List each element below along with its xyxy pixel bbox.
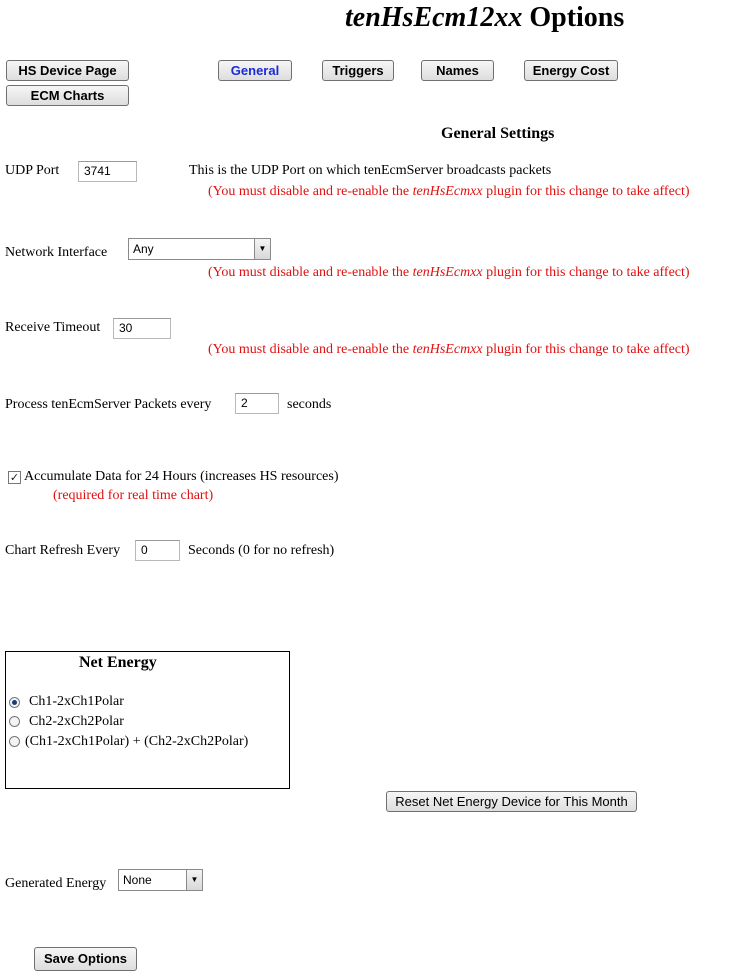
tab-general[interactable]: General [218, 60, 292, 81]
udp-port-label: UDP Port [5, 163, 60, 178]
title-suffix: Options [522, 2, 625, 33]
restart-note: (You must disable and re-enable the tenHsEcmxx plugin for this change to take affect) [208, 184, 690, 199]
net-energy-radio-1[interactable] [9, 697, 20, 708]
udp-port-input[interactable]: 3741 [78, 161, 137, 182]
title-plugin-name: tenHsEcm12xx [345, 2, 523, 33]
save-options-button[interactable]: Save Options [34, 947, 137, 971]
hs-device-page-button[interactable]: HS Device Page [6, 60, 129, 81]
receive-timeout-label: Receive Timeout [5, 320, 101, 335]
network-interface-label: Network Interface [5, 245, 108, 260]
net-energy-option-label: Ch1-2xCh1Polar [29, 694, 124, 709]
ecm-charts-button[interactable]: ECM Charts [6, 85, 129, 106]
process-interval-unit: seconds [287, 397, 332, 412]
process-interval-input[interactable]: 2 [235, 393, 279, 414]
generated-energy-label: Generated Energy [5, 876, 107, 891]
tab-names[interactable]: Names [421, 60, 494, 81]
receive-timeout-input[interactable]: 30 [113, 318, 171, 339]
chart-refresh-input[interactable]: 0 [135, 540, 180, 561]
accumulate-label: Accumulate Data for 24 Hours (increases HS resources) [24, 469, 339, 484]
reset-net-energy-button[interactable]: Reset Net Energy Device for This Month [386, 791, 637, 812]
udp-port-description: This is the UDP Port on which tenEcmServer broadcasts packets [189, 163, 552, 178]
process-interval-label: Process tenEcmServer Packets every [5, 397, 212, 412]
chart-refresh-label: Chart Refresh Every [5, 543, 121, 558]
tab-energy-cost[interactable]: Energy Cost [524, 60, 618, 81]
net-energy-option-label: (Ch1-2xCh1Polar) + (Ch2-2xCh2Polar) [25, 734, 249, 749]
network-interface-select[interactable]: Any ▼ [128, 238, 271, 260]
net-energy-radio-3[interactable] [9, 736, 20, 747]
net-energy-radio-2[interactable] [9, 716, 20, 727]
accumulate-checkbox[interactable]: ✓ [9, 471, 20, 484]
generated-energy-select[interactable]: None ▼ [118, 869, 203, 891]
net-energy-option-label: Ch2-2xCh2Polar [29, 714, 124, 729]
accumulate-note: (required for real time chart) [53, 488, 214, 503]
section-heading: General Settings [441, 125, 555, 142]
page-title [345, 2, 624, 34]
restart-note: (You must disable and re-enable the tenHsEcmxx plugin for this change to take affect) [208, 265, 690, 280]
restart-note: (You must disable and re-enable the tenHsEcmxx plugin for this change to take affect) [208, 342, 690, 357]
net-energy-title: Net Energy [79, 654, 157, 671]
tab-triggers[interactable]: Triggers [322, 60, 394, 81]
chevron-down-icon: ▼ [254, 239, 270, 259]
chart-refresh-suffix: Seconds (0 for no refresh) [188, 543, 335, 558]
chevron-down-icon: ▼ [186, 870, 202, 890]
